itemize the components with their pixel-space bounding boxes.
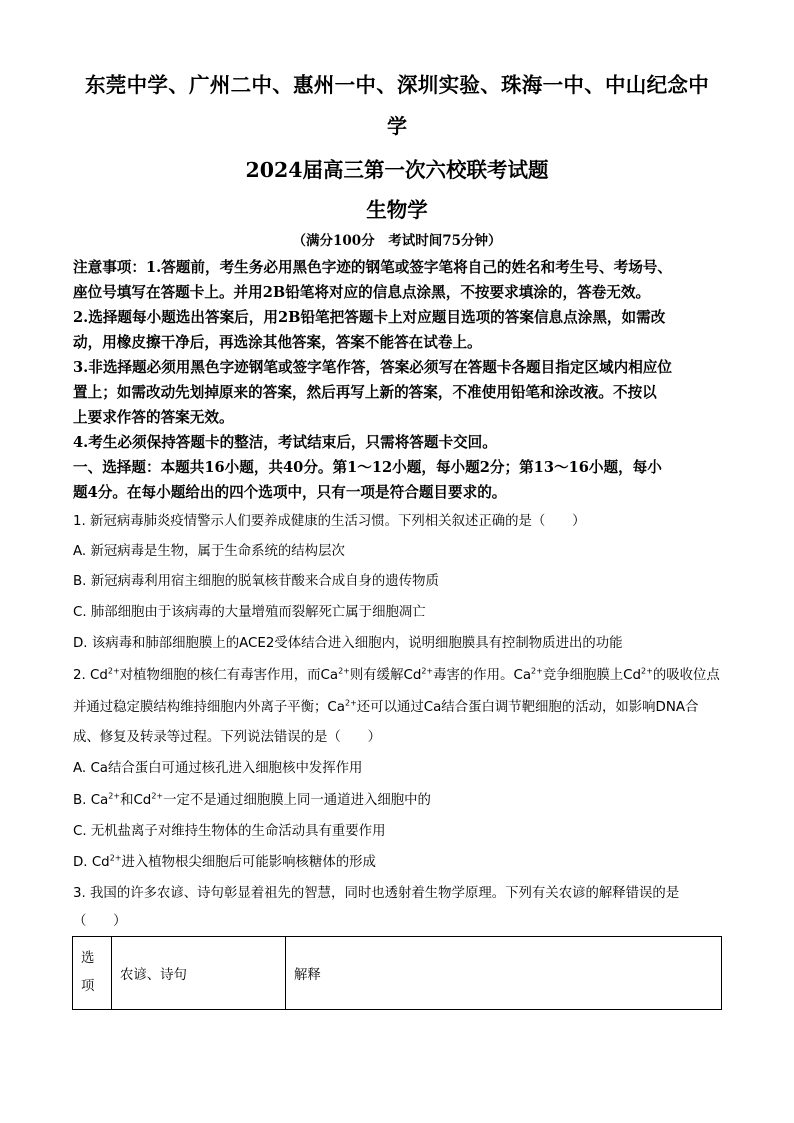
q1-option-d: D. 该病毒和肺部细胞膜上的ACE2受体结合进入细胞内，说明细胞膜具有控制物质进出的功能	[73, 636, 623, 651]
schools-title-line1: 东莞中学、广州二中、惠州一中、深圳实验、珠海一中、中山纪念中	[85, 73, 709, 97]
q2-option-a: A. Ca结合蛋白可通过核孔进入细胞核中发挥作用	[73, 761, 363, 776]
question-3-stem-line1: 3. 我国的许多农谚、诗句彰显着祖先的智慧，同时也透射着生物学原理。下列有关农谚的解释错误的是	[73, 886, 680, 901]
question-2-stem-line3: 成、修复及转录等过程。下列说法错误的是（ ）	[73, 730, 381, 745]
exam-meta: （满分100分 考试时间75分钟）	[292, 233, 502, 249]
section-heading: 题4分。在每小题给出的四个选项中，只有一项是符合题目要求的。	[73, 484, 507, 501]
question-3-stem-line2: （ ）	[73, 914, 127, 929]
notes-line: 3.非选择题必须用黑色字迹钢笔或签字笔作答，答案必须写在答题卡各题目指定区域内相应位	[73, 359, 672, 376]
question-1-stem: 1. 新冠病毒肺炎疫情警示人们要养成健康的生活习惯。下列相关叙述正确的是（ ）	[73, 514, 586, 529]
table-header-proverb: 农谚、诗句	[112, 937, 286, 1010]
notes-line: 2.选择题每小题选出答案后，用2B铅笔把答题卡上对应题目选项的答案信息点涂黑，如需改	[73, 309, 666, 326]
q1-option-a: A. 新冠病毒是生物，属于生命系统的结构层次	[73, 544, 345, 559]
notes-line: 置上；如需改动先划掉原来的答案，然后再写上新的答案，不准使用铅笔和涂改液。不按以	[73, 384, 657, 401]
notes-line: 注意事项：1.答题前，考生务必用黑色字迹的钢笔或签字笔将自己的姓名和考生号、考场号、	[73, 259, 672, 276]
q1-option-c: C. 肺部细胞由于该病毒的大量增殖而裂解死亡属于细胞凋亡	[73, 605, 426, 620]
q2-option-b: B. $Ca^{2+}$和$Cd^{2+}$一定不是通过细胞膜上同一通道进入细胞中的	[73, 791, 431, 808]
q2-option-d: D. $Cd^{2+}$进入植物根尖细胞后可能影响核糖体的形成	[73, 853, 376, 870]
q1-option-b: B. 新冠病毒利用宿主细胞的脱氧核苷酸来合成自身的遗传物质	[73, 574, 439, 589]
question-2-stem-line2: 并通过稳定膜结构维持细胞内外离子平衡；$Ca^{2+}$还可以通过Ca结合蛋白调节靶细胞的活动，如影响DNA合	[73, 698, 699, 715]
table-header-option: 选项	[73, 937, 112, 1010]
table-header-row	[73, 937, 722, 1010]
table-header-explanation: 解释	[286, 937, 722, 1010]
notes-line: 动，用橡皮擦干净后，再选涂其他答案，答案不能答在试卷上。	[73, 334, 482, 351]
notes-line: 上要求作答的答案无效。	[73, 409, 234, 426]
q2-option-c: C. 无机盐离子对维持生物体的生命活动具有重要作用	[73, 824, 386, 839]
notes-line: 座位号填写在答题卡上。并用2B铅笔将对应的信息点涂黑，不按要求填涂的，答卷无效。	[73, 284, 651, 301]
exam-title: 2024届高三第一次六校联考试题	[245, 158, 549, 182]
question-2-stem-line1: 2. $Cd^{2+}$对植物细胞的核仁有毒害作用，而$Ca^{2+}$则有缓解$Cd^{2+}$毒害的作用。$Ca^{2+}$竞争细胞膜上$Cd^{2+}$的吸收位点	[73, 666, 720, 683]
schools-title-line2: 学	[387, 114, 407, 138]
question-3-table	[72, 936, 722, 1010]
subject-title: 生物学	[366, 198, 428, 222]
section-heading: 一、选择题：本题共16小题，共40分。第1～12小题，每小题2分；第13～16小题，每小	[73, 459, 662, 476]
notes-line: 4.考生必须保持答题卡的整洁，考试结束后，只需将答题卡交回。	[73, 434, 497, 451]
